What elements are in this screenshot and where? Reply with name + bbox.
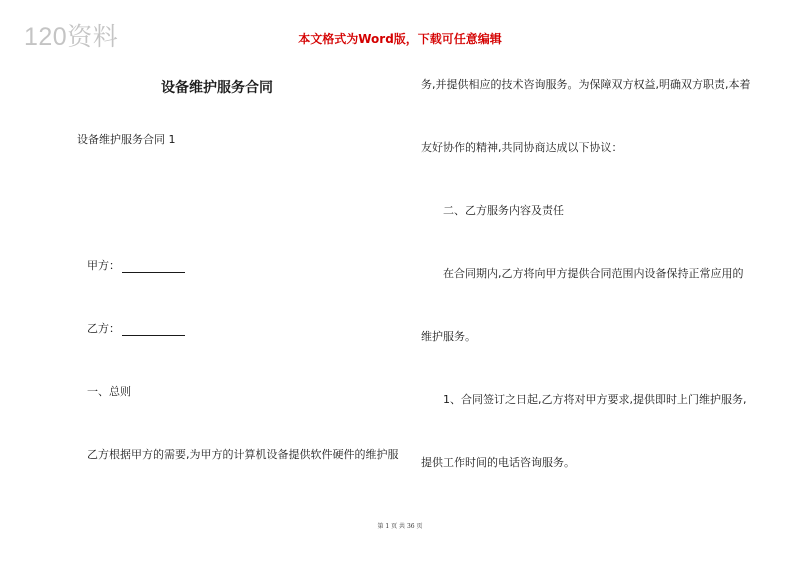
paragraph-line: 乙方根据甲方的需要,为甲方的计算机设备提供软件硬件的维护服 — [87, 448, 399, 461]
paragraph-line: 务,并提供相应的技术咨询服务。为保障双方权益,明确双方职责,本着 — [421, 78, 751, 91]
paragraph-line: 1、合同签订之日起,乙方将对甲方要求,提供即时上门维护服务, — [443, 393, 747, 406]
party-b-blank — [122, 323, 185, 336]
paragraph-line: 在合同期内,乙方将向甲方提供合同范围内设备保持正常应用的 — [443, 267, 744, 280]
contract-subtitle: 设备维护服务合同 1 — [77, 133, 176, 146]
paragraph-line: 维护服务。 — [421, 330, 476, 343]
party-a-label: 甲方： — [87, 259, 120, 272]
watermark-logo: 120资料 — [24, 23, 119, 51]
party-b-label: 乙方： — [87, 322, 120, 335]
party-b-line — [87, 322, 185, 336]
document-title: 设备维护服务合同 — [161, 80, 273, 96]
party-a-blank — [122, 260, 185, 273]
section-two-heading: 二、乙方服务内容及责任 — [443, 204, 564, 217]
format-notice: 本文格式为Word版，下载可任意编辑 — [298, 32, 502, 46]
party-a-line — [87, 259, 185, 273]
paragraph-line: 友好协作的精神,共同协商达成以下协议： — [421, 141, 623, 154]
page-footer: 第 1 页 共 36 页 — [377, 523, 423, 530]
section-one-heading: 一、总则 — [87, 385, 131, 398]
paragraph-line: 提供工作时间的电话咨询服务。 — [421, 456, 575, 469]
